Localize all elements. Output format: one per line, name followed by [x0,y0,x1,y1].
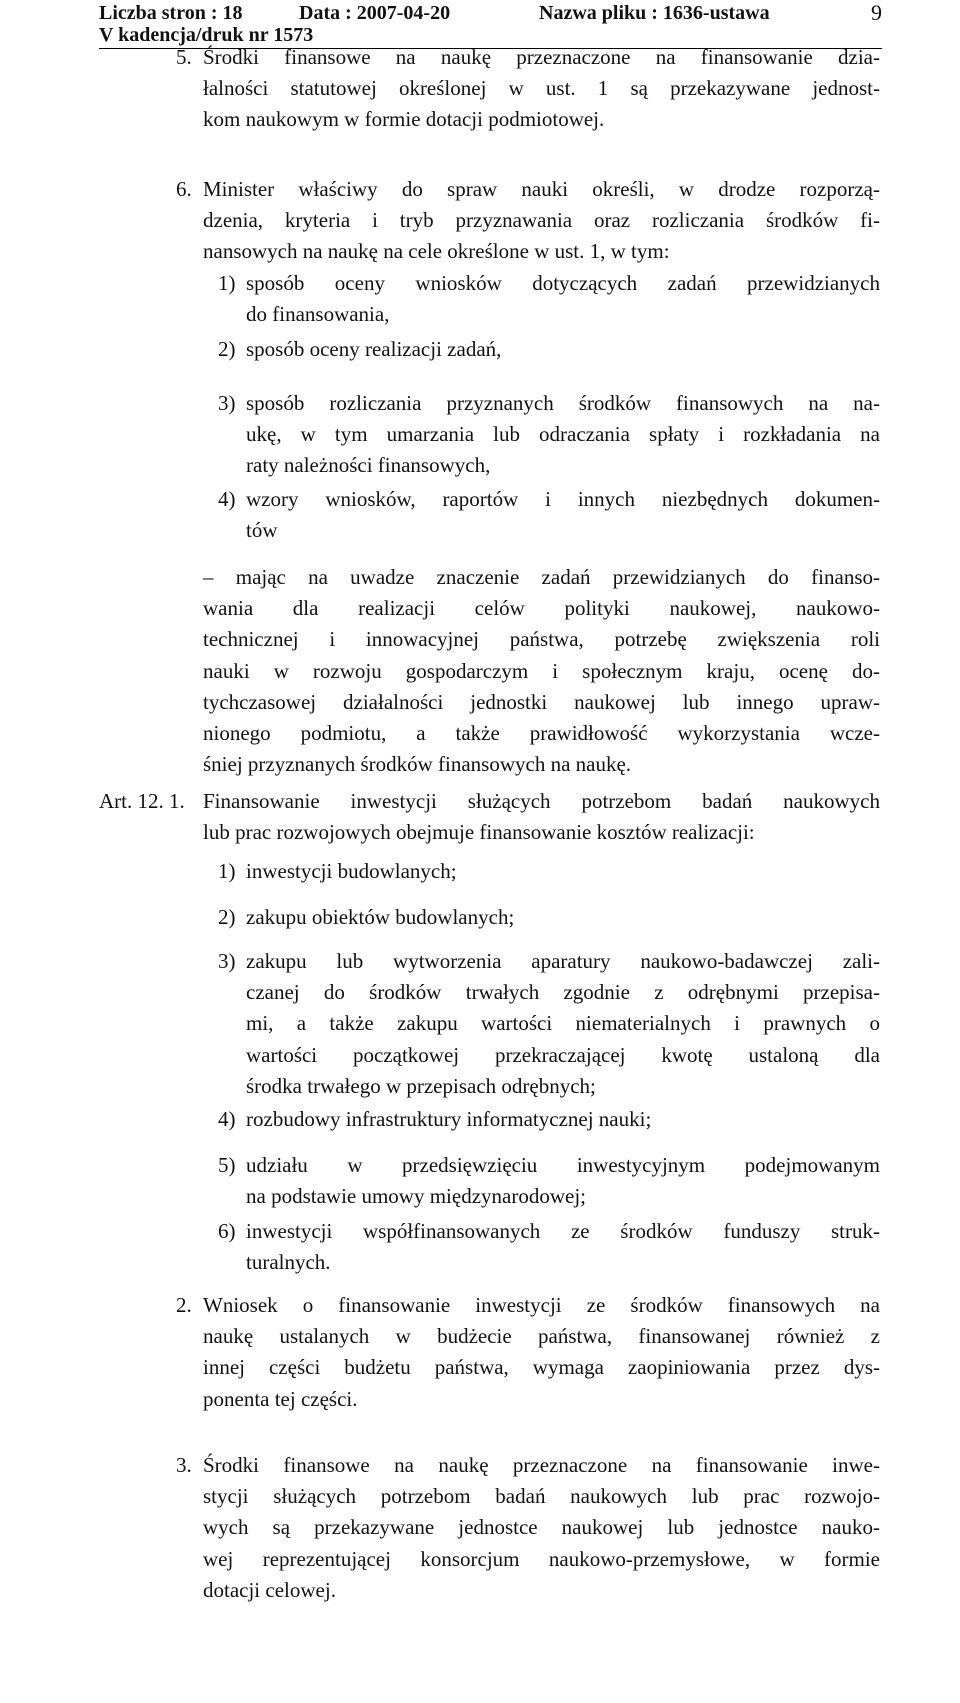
text-line: sposób oceny wniosków dotyczących zadań przewidzianych [246,271,880,295]
text-line: udziału w przedsięwzięciu inwestycyjnym podejmowanym [246,1153,880,1177]
text-line: Wniosek o finansowanie inwestycji ze środków finansowych na [203,1293,880,1317]
text-line: ukę, w tym umarzania lub odraczania spłaty i rozkładania na [246,422,880,447]
list-item-text [246,856,880,887]
text-line: zakupu lub wytworzenia aparatury naukowo-badawczej zali- [246,949,880,973]
list-item-text [246,484,880,546]
text-line: turalnych. [246,1250,331,1275]
list-item-number: 1) [218,859,236,883]
text-line: dotacji celowej. [203,1577,336,1602]
text-line: rozbudowy infrastruktury informatycznej nauki; [246,1107,652,1131]
list-item-text [246,388,880,482]
paragraph-6-closing [203,562,880,780]
list-item-text [246,946,880,1102]
text-line: kom naukowym w formie dotacji podmiotowej. [203,107,605,132]
list-item-number: 5) [218,1153,236,1177]
document-date: Data : 2007-04-20 [299,2,451,24]
list-item-text [246,334,880,365]
text-line: wej reprezentującej konsorcjum naukowo-przemysłowe, w formie [203,1546,880,1571]
article-12-paragraph-2 [203,1290,880,1415]
list-item-text [246,268,880,330]
list-item-number: 2) [218,337,236,361]
list-item-text [246,1150,880,1212]
text-line: raty należności finansowych, [246,453,491,478]
text-line: inwestycji współfinansowanych ze środków funduszy struk- [246,1219,880,1243]
paragraph-5-text [203,42,880,136]
text-line: stycji służących potrzebom badań naukowych lub prac rozwojo- [203,1484,880,1509]
paragraph-number: 6. [176,177,192,201]
page-count: Liczba stron : 18 [99,2,243,24]
file-name: Nazwa pliku : 1636-ustawa [539,2,770,24]
text-line: łalności statutowej określonej w ust. 1 są przekazywane jednost- [203,76,880,101]
text-line: nauki w rozwoju gospodarczym i społecznym kraju, ocenę do- [203,658,880,683]
list-item-text [246,1216,880,1278]
text-line: naukę ustalanych w budżecie państwa, finansowanej również z [203,1324,880,1349]
text-line: technicznej i innowacyjnej państwa, potrzebę zwiększenia roli [203,627,880,652]
list-item-number: 4) [218,487,236,511]
cadence-print-number: V kadencja/druk nr 1573 [99,24,314,46]
list-item-number: 1) [218,271,236,295]
text-line: innej części budżetu państwa, wymaga zaopiniowania przez dys- [203,1355,880,1380]
list-item-number: 6) [218,1219,236,1243]
list-item-number: 4) [218,1107,236,1131]
paragraph-number: 5. [176,45,192,69]
text-line: sposób rozliczania przyznanych środków finansowych na na- [246,391,880,415]
text-line: dzenia, kryteria i tryb przyznawania oraz rozliczania środków fi- [203,208,880,233]
text-line: lub prac rozwojowych obejmuje finansowanie kosztów realizacji: [203,820,755,845]
text-line: wartości początkowej przekraczającej kwotę ustaloną dla [246,1042,880,1067]
page-number: 9 [871,0,882,25]
text-line: Środki finansowe na naukę przeznaczone na finansowanie dzia- [203,45,880,69]
article-12-text [203,786,880,848]
text-line: zakupu obiektów budowlanych; [246,905,515,929]
text-line: Minister właściwy do spraw nauki określi, w drodze rozporzą- [203,177,880,201]
text-line: do finansowania, [246,302,390,327]
text-line: tychczasowej działalności jednostki naukowej lub innego upraw- [203,689,880,714]
text-line: tów [246,518,278,543]
text-line: nionego podmiotu, a także prawidłowość wykorzystania wcze- [203,720,880,745]
list-item-number: 3) [218,949,236,973]
text-line: środka trwałego w przepisach odrębnych; [246,1073,596,1098]
paragraph-number: 3. [176,1453,192,1477]
text-line: Finansowanie inwestycji służących potrzebom badań naukowych [203,789,880,813]
text-line: nansowych na naukę na cele określone w ust. 1, w tym: [203,239,670,264]
paragraph-number: 2. [176,1293,192,1317]
text-line: na podstawie umowy międzynarodowej; [246,1184,586,1209]
text-line: ponenta tej części. [203,1386,358,1411]
text-line: inwestycji budowlanych; [246,859,457,883]
text-line: – mając na uwadze znaczenie zadań przewidzianych do finanso- [203,565,880,589]
text-line: wzory wniosków, raportów i innych niezbędnych dokumen- [246,487,880,511]
text-line: wych są przekazywane jednostce naukowej lub jednostce nauko- [203,1515,880,1540]
text-line: czanej do środków trwałych zgodnie z odrębnymi przepisa- [246,980,880,1005]
article-12-paragraph-3 [203,1450,880,1606]
text-line: wania dla realizacji celów polityki naukowej, naukowo- [203,596,880,621]
text-line: śniej przyznanych środków finansowych na naukę. [203,752,632,777]
text-line: mi, a także zakupu wartości niematerialnych i prawnych o [246,1011,880,1036]
list-item-number: 2) [218,905,236,929]
text-line: sposób oceny realizacji zadań, [246,337,502,361]
paragraph-6-text [203,174,880,268]
text-line: Środki finansowe na naukę przeznaczone na finansowanie inwe- [203,1453,880,1477]
list-item-number: 3) [218,391,236,415]
list-item-text [246,1104,880,1135]
article-label: Art. 12. 1. [99,789,185,813]
list-item-text [246,902,880,933]
